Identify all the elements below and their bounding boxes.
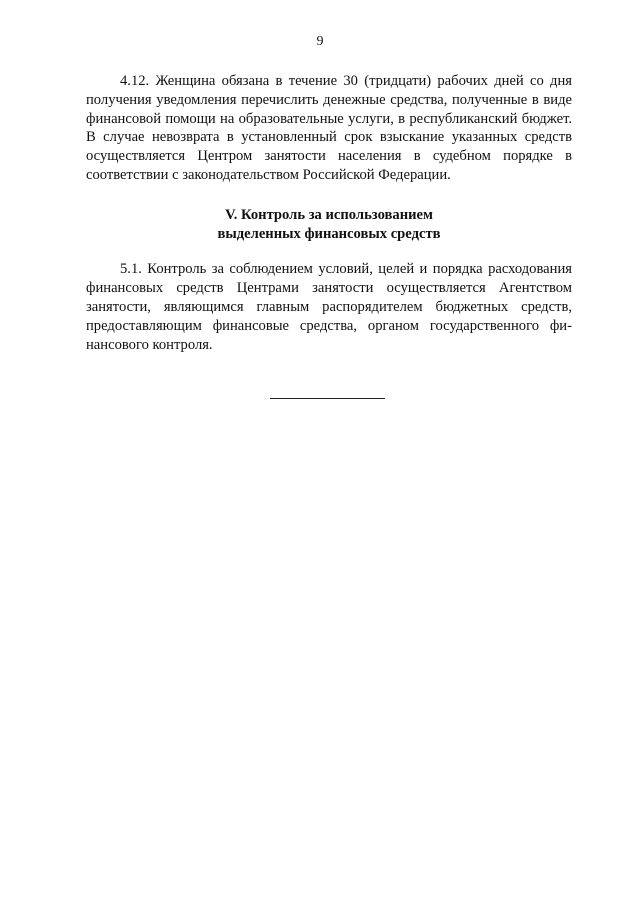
- section-heading-line-2: выделенных финансовых средств: [217, 225, 441, 242]
- section-heading-line-1: V. Контроль за использованием: [225, 206, 433, 223]
- document-body: [86, 72, 572, 354]
- end-of-document-rule: [270, 398, 385, 399]
- paragraph-5-1: 5.1. Контроль за соблюдением условий, целей и порядка расходования финансовых средств Центрами занятости осуществляется Агентством занятости, являющимся главным распорядителем бюджетных средств, предоставляющим финансовые средства, органом государственного финансового контроля.: [86, 261, 572, 353]
- page-number: 9: [316, 34, 324, 49]
- section-heading-v: [86, 206, 572, 244]
- paragraph-4-12: 4.12. Женщина обязана в течение 30 (тридцати) рабочих дней со дня получения уведомления перечислить денежные средства, полученные в виде финансовой помощи на образовательные услуги, в республиканский бюджет. В случае невозврата в установленный срок взыскание указанных средств осуществляется Центром занятости населения в судебном порядке в соответствии с законодательством Российской Федерации.: [86, 73, 572, 183]
